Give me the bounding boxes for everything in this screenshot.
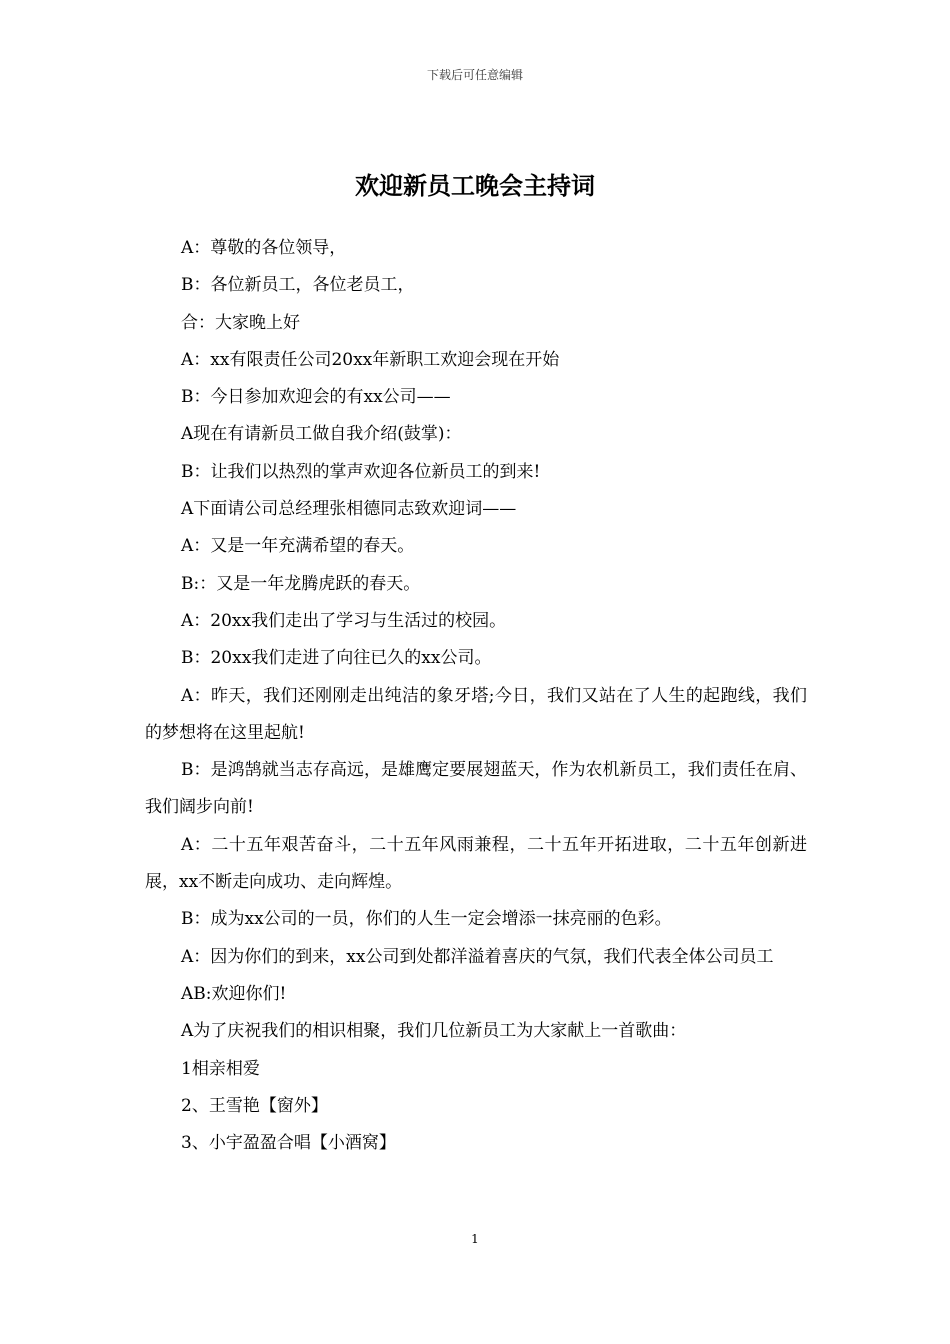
paragraph: B：让我们以热烈的掌声欢迎各位新员工的到来! xyxy=(181,461,541,482)
paragraph: A现在有请新员工做自我介绍(鼓掌)： xyxy=(181,424,462,445)
paragraph: A：昨天，我们还刚刚走出纯洁的象牙塔;今日，我们又站在了人生的起跑线，我们的梦想将在这里起航! xyxy=(145,685,807,743)
paragraph: B：各位新员工，各位老员工， xyxy=(181,275,415,296)
document-body xyxy=(145,230,807,1162)
paragraph: A：xx有限责任公司20xx年新职工欢迎会现在开始 xyxy=(181,349,560,370)
paragraph: AB:欢迎你们! xyxy=(181,983,287,1004)
paragraph: B：是鸿鹄就当志存高远，是雄鹰定要展翅蓝天，作为农机新员工，我们责任在肩、我们阔步向前! xyxy=(145,760,807,818)
paragraph: B：今日参加欢迎会的有xx公司—— xyxy=(181,387,451,408)
paragraph: B：成为xx公司的一员，你们的人生一定会增添一抹亮丽的色彩。 xyxy=(181,909,672,930)
paragraph: B：20xx我们走进了向往已久的xx公司。 xyxy=(181,648,492,669)
paragraph: A：因为你们的到来，xx公司到处都洋溢着喜庆的气氛，我们代表全体公司员工 xyxy=(181,946,774,967)
page-number: 1 xyxy=(471,1232,479,1246)
paragraph: 1相亲相爱 xyxy=(181,1058,260,1079)
page-header-note: 下载后可任意编辑 xyxy=(426,68,523,82)
paragraph: A下面请公司总经理张相德同志致欢迎词—— xyxy=(181,499,517,520)
paragraph: 2、王雪艳【窗外】 xyxy=(181,1095,328,1116)
document-title: 欢迎新员工晚会主持词 xyxy=(355,171,595,201)
paragraph: A为了庆祝我们的相识相聚，我们几位新员工为大家献上一首歌曲： xyxy=(181,1021,687,1042)
paragraph: A：尊敬的各位领导， xyxy=(181,238,347,258)
paragraph: A：二十五年艰苦奋斗，二十五年风雨兼程，二十五年开拓进取，二十五年创新进展，xx不断走向成功、走向辉煌。 xyxy=(145,834,807,893)
paragraph: A：又是一年充满希望的春天。 xyxy=(181,536,415,557)
paragraph: B:：又是一年龙腾虎跃的春天。 xyxy=(181,573,421,594)
paragraph: 合：大家晚上好 xyxy=(181,312,300,333)
paragraph: 3、小宇盈盈合唱【小酒窝】 xyxy=(181,1133,396,1154)
paragraph: A：20xx我们走出了学习与生活过的校园。 xyxy=(181,610,507,631)
